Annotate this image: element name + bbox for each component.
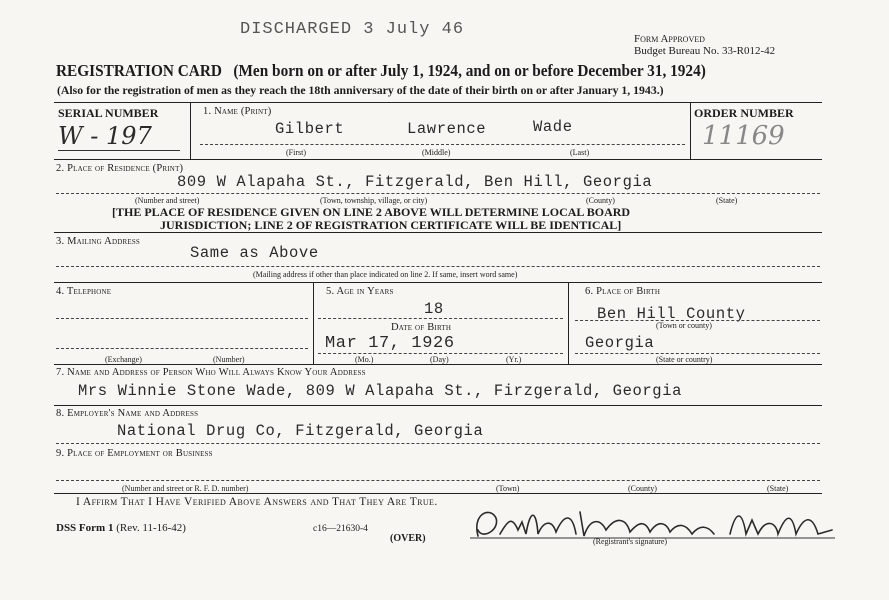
- rule: [56, 480, 820, 481]
- serial-number-label: SERIAL NUMBER: [58, 106, 159, 120]
- telephone-caption-exchange: (Exchange): [105, 355, 142, 364]
- over-label: (OVER): [390, 533, 426, 544]
- print-code: c16—21630-4: [313, 524, 368, 534]
- divider: [690, 102, 691, 159]
- residence-notice-2: JURISDICTION; LINE 2 OF REGISTRATION CERTIFICATE WILL BE IDENTICAL]: [160, 218, 622, 232]
- place-of-birth-label: 6. Place of Birth: [585, 286, 661, 297]
- rule: [54, 405, 822, 406]
- signature-caption: (Registrant's signature): [593, 537, 668, 546]
- employer-value: National Drug Co, Fitzgerald, Georgia: [117, 422, 484, 440]
- first-caption: (First): [286, 148, 306, 157]
- form-approved: Form Approved: [634, 33, 705, 45]
- employer-label: 8. Employer's Name and Address: [56, 408, 199, 419]
- rule: [54, 159, 822, 160]
- middle-name-value: Lawrence: [407, 120, 487, 138]
- rule: [54, 493, 822, 494]
- rule: [575, 353, 820, 354]
- residence-value: 809 W Alapaha St., Fitzgerald, Ben Hill, Georgia: [177, 173, 653, 191]
- rule: [54, 102, 822, 103]
- residence-caption-county: (County): [586, 196, 615, 205]
- mailing-address-label: 3. Mailing Address: [56, 236, 141, 247]
- birth-county-value: Ben Hill County: [597, 305, 746, 323]
- form-number-revision: (Rev. 11-16-42): [116, 522, 186, 534]
- rule: [56, 443, 820, 444]
- first-name-value: Gilbert: [275, 120, 345, 138]
- serial-number-value: W - 197: [58, 122, 152, 150]
- dob-caption-month: (Mo.): [355, 355, 374, 364]
- card-title-line: [56, 61, 706, 81]
- middle-caption: (Middle): [422, 148, 451, 157]
- residence-label: 2. Place of Residence (Print): [56, 163, 184, 174]
- divider: [568, 282, 569, 364]
- employment-caption-state: (State): [767, 484, 789, 493]
- mailing-caption: (Mailing address if other than place indicated on line 2. If same, insert word same): [253, 270, 518, 279]
- last-caption: (Last): [570, 148, 590, 157]
- telephone-label: 4. Telephone: [56, 286, 112, 297]
- contact-label: 7. Name and Address of Person Who Will Always Know Your Address: [56, 367, 366, 378]
- rule: [56, 348, 308, 349]
- date-of-birth-value: Mar 17, 1926: [325, 334, 455, 353]
- card-note: (Also for the registration of men as they reach the 18th anniversary of the date of their birth on or after January 1, 1943.): [57, 83, 664, 97]
- rule: [54, 364, 822, 365]
- birth-state-value: Georgia: [585, 334, 655, 352]
- telephone-caption-number: (Number): [213, 355, 245, 364]
- employment-caption-county: (County): [628, 484, 657, 493]
- residence-caption-state: (State): [716, 196, 738, 205]
- employment-caption-street: (Number and street or R. F. D. number): [122, 484, 249, 493]
- name-label: 1. Name (Print): [203, 106, 272, 117]
- contact-value: Mrs Winnie Stone Wade, 809 W Alapaha St., Firzgerald, Georgia: [78, 382, 682, 400]
- rule: [56, 318, 308, 319]
- form-number-name: DSS Form 1: [56, 522, 114, 534]
- residence-notice-1: [THE PLACE OF RESIDENCE GIVEN ON LINE 2 ABOVE WILL DETERMINE LOCAL BOARD: [112, 205, 631, 219]
- age-value: 18: [424, 300, 444, 318]
- order-number-value: 11169: [702, 121, 785, 151]
- dob-caption-year: (Yr.): [506, 355, 522, 364]
- affirmation-text: I Affirm That I Have Verified Above Answers and That They Are True.: [76, 496, 438, 508]
- card-subtitle: (Men born on or after July 1, 1924, and on or before December 31, 1924): [233, 61, 706, 80]
- birth-state-caption: (State or country): [656, 355, 713, 364]
- residence-caption-street: (Number and street): [135, 196, 200, 205]
- rule: [54, 232, 822, 233]
- residence-caption-town: (Town, township, village, or city): [320, 196, 428, 205]
- place-of-employment-label: 9. Place of Employment or Business: [56, 448, 213, 459]
- divider: [190, 102, 191, 159]
- rule: [56, 266, 820, 267]
- rule: [318, 318, 563, 319]
- dob-caption-day: (Day): [430, 355, 449, 364]
- card-title: REGISTRATION CARD: [56, 61, 222, 80]
- rule: [56, 193, 820, 194]
- mailing-address-value: Same as Above: [190, 244, 319, 262]
- divider: [313, 282, 314, 364]
- last-name-value: Wade: [533, 118, 573, 136]
- date-of-birth-label: Date of Birth: [391, 322, 452, 333]
- rule: [200, 144, 685, 145]
- age-label: 5. Age in Years: [326, 286, 394, 297]
- order-number-label: ORDER NUMBER: [694, 106, 794, 120]
- form-number: [56, 522, 186, 534]
- employment-caption-town: (Town): [496, 484, 520, 493]
- rule: [54, 282, 822, 283]
- birth-town-caption: (Town or county): [656, 321, 712, 330]
- rule: [318, 353, 563, 354]
- budget-bureau-number: Budget Bureau No. 33-R012-42: [634, 45, 776, 57]
- discharged-stamp: DISCHARGED 3 July 46: [240, 20, 465, 39]
- rule: [58, 150, 180, 151]
